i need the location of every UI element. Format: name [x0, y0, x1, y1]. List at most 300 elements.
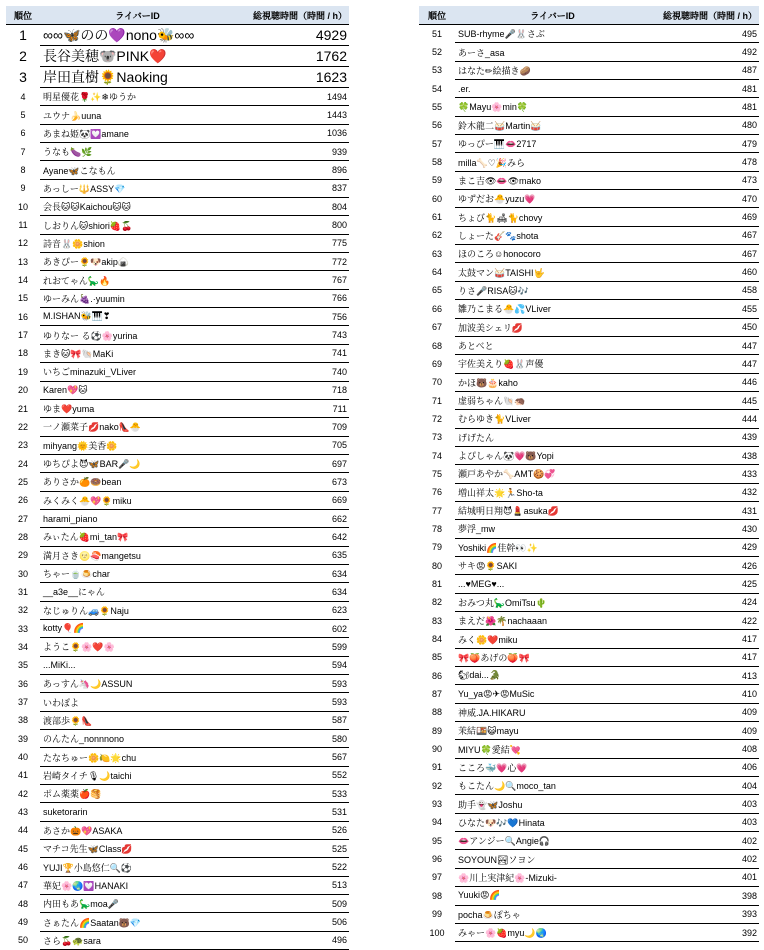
liver-id-cell: 増山祥太🌟🏃Sho-ta — [455, 483, 647, 501]
total-hours-cell: 467 — [647, 226, 759, 244]
rank-cell: 19 — [17, 366, 28, 377]
liver-id-cell: pocha🍮ぽちゃ — [455, 905, 647, 923]
total-hours-cell: 413 — [647, 667, 759, 685]
total-hours-cell: 402 — [647, 850, 759, 868]
liver-id-cell: みくみく🐣💖🌻miku — [40, 491, 232, 509]
table-row — [6, 436, 349, 454]
rank-cell: 32 — [17, 605, 28, 616]
ranking-table-right — [419, 6, 759, 942]
rank-cell: 24 — [17, 458, 28, 469]
liver-id-cell: たなちゅー🌼🍋🌟chu — [40, 748, 232, 766]
total-hours-cell: 401 — [647, 868, 759, 886]
total-hours-cell: 426 — [647, 556, 759, 574]
liver-id-cell: 華妃🌸🌏💟HANAKI — [40, 876, 232, 894]
rank-cell: 81 — [431, 578, 442, 589]
table-row — [419, 171, 759, 189]
table-row — [6, 803, 349, 821]
total-hours-cell: 1494 — [232, 88, 349, 106]
rank-cell: 60 — [431, 193, 442, 204]
total-hours-header: 総視聴時間（時間 / h） — [232, 6, 349, 25]
liver-id-cell: げげたん — [455, 428, 647, 446]
total-hours-cell: 587 — [232, 711, 349, 729]
ranking-body-left — [6, 25, 349, 950]
total-hours-cell: 487 — [647, 61, 759, 79]
rank-cell: 13 — [17, 256, 28, 267]
total-hours-cell: 740 — [232, 363, 349, 381]
rank-cell: 25 — [17, 476, 28, 487]
rank-cell: 18 — [17, 348, 28, 359]
table-row — [419, 685, 759, 703]
rank-cell: 61 — [431, 212, 442, 223]
liver-id-cell: かほ🐻🎂kaho — [455, 373, 647, 391]
rank-cell: 86 — [431, 670, 442, 681]
total-hours-cell: 455 — [647, 300, 759, 318]
liver-id-cell: しおりん🐱shiori🍓🍒 — [40, 216, 232, 234]
table-row — [419, 465, 759, 483]
liver-id-cell: れおてゃん🦕🔥 — [40, 271, 232, 289]
rank-cell: 27 — [17, 513, 28, 524]
rank-cell: 72 — [431, 413, 442, 424]
liver-id-header: ライバーID — [455, 6, 647, 25]
liver-id-cell: Yuuki😡🌈 — [455, 887, 647, 905]
total-hours-cell: 594 — [232, 656, 349, 674]
rank-cell: 38 — [17, 715, 28, 726]
total-hours-cell: 593 — [232, 693, 349, 711]
rank-cell: 9 — [20, 183, 26, 194]
liver-id-cell: あきぴー🌻🐶akip🍙 — [40, 253, 232, 271]
total-hours-cell: 403 — [647, 813, 759, 831]
table-row — [419, 905, 759, 923]
rank-cell: 41 — [17, 770, 28, 781]
liver-id-cell: はなた✏絵描き🥔 — [455, 61, 647, 79]
rank-cell: 83 — [431, 615, 442, 626]
rank-cell: 33 — [17, 623, 28, 634]
liver-id-cell: 瀬戸あやか🦴AMT🍪💞 — [455, 465, 647, 483]
table-row — [419, 428, 759, 446]
total-hours-cell: 1443 — [232, 106, 349, 124]
total-hours-cell: 404 — [647, 777, 759, 795]
total-hours-cell: 635 — [232, 546, 349, 564]
total-hours-cell: 439 — [647, 428, 759, 446]
total-hours-cell: 634 — [232, 564, 349, 582]
table-row — [419, 135, 759, 153]
table-row — [419, 887, 759, 905]
total-hours-cell: 1036 — [232, 124, 349, 142]
rank-cell: 76 — [431, 487, 442, 498]
rank-cell: 15 — [17, 293, 28, 304]
rank-cell: 56 — [431, 120, 442, 131]
table-row — [419, 336, 759, 354]
liver-id-cell: 🍀Mayu🌸min🍀 — [455, 98, 647, 116]
table-row — [419, 538, 759, 556]
liver-id-cell: 太鼓マン🥁TAISHI🤟 — [455, 263, 647, 281]
total-hours-cell: 705 — [232, 436, 349, 454]
total-hours-cell: 642 — [232, 528, 349, 546]
liver-id-cell: kotty🎈🌈 — [40, 619, 232, 637]
rank-cell: 98 — [431, 890, 442, 901]
table-row — [6, 766, 349, 784]
rank-cell: 67 — [431, 322, 442, 333]
liver-id-cell: あまね姫🐼💟amane — [40, 124, 232, 142]
rank-cell: 34 — [17, 641, 28, 652]
total-hours-cell: 837 — [232, 179, 349, 197]
total-hours-cell: 460 — [647, 263, 759, 281]
table-row — [419, 703, 759, 721]
rank-cell: 66 — [431, 303, 442, 314]
rank-cell: 20 — [17, 385, 28, 396]
rank-cell: 39 — [17, 733, 28, 744]
liver-id-cell: 神威.JA.HIKARU — [455, 703, 647, 721]
table-header-row — [6, 6, 349, 25]
rank-cell: 11 — [18, 220, 28, 231]
total-hours-cell: 433 — [647, 465, 759, 483]
liver-id-cell: ちゃー🍵🍮char — [40, 564, 232, 582]
total-hours-cell: 800 — [232, 216, 349, 234]
liver-id-cell: ∞∞🦋のの💜nono🐝∞∞ — [40, 25, 232, 46]
rank-cell: 46 — [17, 862, 28, 873]
total-hours-cell: 743 — [232, 326, 349, 344]
liver-id-cell: 詩音🐰🌼shion — [40, 234, 232, 252]
liver-id-cell: 🌸川上実津紀🌸-Mizuki- — [455, 868, 647, 886]
rank-cell: 68 — [431, 340, 442, 351]
liver-id-cell: うなも🍆🌿 — [40, 143, 232, 161]
table-row — [419, 612, 759, 630]
total-hours-cell: 492 — [647, 43, 759, 61]
table-row — [419, 281, 759, 299]
liver-id-cell: さぁたん🌈Saatan🐻💎 — [40, 913, 232, 931]
table-row — [6, 88, 349, 106]
liver-id-cell: いちごminazuki_VLiver — [40, 363, 232, 381]
liver-id-cell: ゆーみん🍇.·yuumin — [40, 289, 232, 307]
total-hours-cell: 402 — [647, 832, 759, 850]
liver-id-cell: MIYU🍀愛結💘 — [455, 740, 647, 758]
total-hours-cell: 438 — [647, 446, 759, 464]
table-row — [6, 326, 349, 344]
liver-id-cell: .er. — [455, 80, 647, 98]
liver-id-cell: ユウナ🍌uuna — [40, 106, 232, 124]
rank-cell: 37 — [17, 697, 28, 708]
table-row — [419, 43, 759, 61]
liver-id-cell: みゃー🌸🍓myu🌙🌏 — [455, 923, 647, 941]
liver-id-cell: 宇佐美えり🍓🐰声優 — [455, 355, 647, 373]
rank-cell: 10 — [17, 201, 28, 212]
rank-header: 順位 — [6, 6, 40, 25]
total-hours-cell: 430 — [647, 520, 759, 538]
rank-cell: 50 — [17, 935, 28, 946]
table-row — [6, 234, 349, 252]
total-hours-cell: 939 — [232, 143, 349, 161]
table-row — [419, 813, 759, 831]
rank-cell: 91 — [431, 762, 442, 773]
rank-cell: 23 — [17, 440, 28, 451]
rank-cell: 75 — [431, 468, 442, 479]
liver-id-cell: SOYOUN🏞ソヨン — [455, 850, 647, 868]
liver-id-cell: マチコ先生🦋Class💋 — [40, 840, 232, 858]
rank-cell: 65 — [431, 285, 442, 296]
rank-cell: 94 — [431, 817, 442, 828]
total-hours-cell: 673 — [232, 473, 349, 491]
liver-id-cell: まき🐱🎀🐚MaKi — [40, 344, 232, 362]
table-row — [6, 546, 349, 564]
table-row — [419, 575, 759, 593]
table-row — [6, 876, 349, 894]
table-row — [419, 263, 759, 281]
table-row — [6, 895, 349, 913]
table-row — [419, 116, 759, 134]
liver-id-cell: 岩崎タイチ🎙🌙taichi — [40, 766, 232, 784]
liver-id-cell: ようこ🌻🌸❤️🌸 — [40, 638, 232, 656]
table-row — [6, 67, 349, 88]
liver-id-cell: 会長🐱🐱Kaichou🐱🐱 — [40, 198, 232, 216]
total-hours-cell: 567 — [232, 748, 349, 766]
total-hours-cell: 772 — [232, 253, 349, 271]
table-row — [419, 923, 759, 941]
table-row — [419, 391, 759, 409]
rank-cell: 90 — [431, 744, 442, 755]
table-row — [6, 931, 349, 949]
rank-cell: 77 — [431, 505, 442, 516]
table-row — [6, 711, 349, 729]
rank-cell: 48 — [17, 898, 28, 909]
total-hours-cell: 478 — [647, 153, 759, 171]
total-hours-cell: 458 — [647, 281, 759, 299]
rank-cell: 7 — [20, 146, 26, 157]
table-row — [419, 355, 759, 373]
table-row — [419, 556, 759, 574]
total-hours-cell: 398 — [647, 887, 759, 905]
total-hours-cell: 4929 — [232, 25, 349, 46]
rank-cell: 85 — [431, 652, 442, 663]
rank-cell: 71 — [431, 395, 442, 406]
liver-id-header: ライバーID — [40, 6, 232, 25]
table-row — [6, 821, 349, 839]
liver-id-cell: こころ🐳💗心💗 — [455, 758, 647, 776]
total-hours-cell: 711 — [232, 399, 349, 417]
liver-id-cell: ゆっぴー🎹👄2717 — [455, 135, 647, 153]
table-row — [6, 601, 349, 619]
table-row — [6, 198, 349, 216]
rank-cell: 79 — [431, 542, 442, 553]
total-hours-cell: 1762 — [232, 46, 349, 67]
rank-cell: 58 — [431, 157, 442, 168]
table-row — [6, 748, 349, 766]
total-hours-cell: 424 — [647, 593, 759, 611]
total-hours-cell: 480 — [647, 116, 759, 134]
table-row — [6, 46, 349, 67]
total-hours-cell: 509 — [232, 895, 349, 913]
total-hours-cell: 446 — [647, 373, 759, 391]
total-hours-cell: 634 — [232, 583, 349, 601]
rank-header: 順位 — [419, 6, 455, 25]
total-hours-cell: 447 — [647, 355, 759, 373]
liver-id-cell: 👄アンジー🔍Angie🎧 — [455, 832, 647, 850]
table-row — [6, 675, 349, 693]
table-row — [419, 868, 759, 886]
ranking-body-right — [419, 25, 759, 942]
rank-cell: 42 — [17, 788, 28, 799]
rank-cell: 63 — [431, 248, 442, 259]
liver-id-cell: おみつ丸🦕OmiTsu🌵 — [455, 593, 647, 611]
total-hours-cell: 602 — [232, 619, 349, 637]
rank-cell: 17 — [17, 330, 28, 341]
rank-cell: 70 — [431, 377, 442, 388]
table-row — [6, 344, 349, 362]
liver-id-cell: あーさ_asa — [455, 43, 647, 61]
total-hours-cell: 669 — [232, 491, 349, 509]
rank-cell: 29 — [17, 550, 28, 561]
liver-id-cell: のんたん_nonnnono — [40, 730, 232, 748]
rank-cell: 78 — [431, 523, 442, 534]
table-row — [6, 491, 349, 509]
liver-id-cell: YUJI🏆小島悠仁🔍⚽ — [40, 858, 232, 876]
table-row — [419, 208, 759, 226]
rank-cell: 3 — [19, 69, 27, 85]
rank-cell: 44 — [17, 825, 28, 836]
rank-cell: 59 — [431, 175, 442, 186]
table-row — [419, 520, 759, 538]
total-hours-cell: 525 — [232, 840, 349, 858]
liver-id-cell: 🐿dai...🐊 — [455, 667, 647, 685]
liver-id-cell: まえだ🌺🌴nachaaan — [455, 612, 647, 630]
rank-cell: 62 — [431, 230, 442, 241]
table-row — [419, 832, 759, 850]
rank-cell: 54 — [431, 83, 442, 94]
rank-cell: 51 — [431, 28, 442, 39]
total-hours-cell: 422 — [647, 612, 759, 630]
total-hours-cell: 599 — [232, 638, 349, 656]
rank-cell: 35 — [17, 660, 28, 671]
rank-cell: 99 — [431, 909, 442, 920]
table-row — [6, 418, 349, 436]
liver-id-cell: ありさか🍊🍩bean — [40, 473, 232, 491]
table-row — [6, 106, 349, 124]
rank-cell: 93 — [431, 799, 442, 810]
rank-cell: 31 — [17, 586, 28, 597]
rank-cell: 84 — [431, 634, 442, 645]
table-row — [6, 381, 349, 399]
total-hours-cell: 425 — [647, 575, 759, 593]
rank-cell: 16 — [17, 311, 28, 322]
table-row — [6, 124, 349, 142]
total-hours-cell: 479 — [647, 135, 759, 153]
rank-cell: 87 — [431, 689, 442, 700]
table-row — [6, 271, 349, 289]
total-hours-cell: 481 — [647, 80, 759, 98]
liver-id-cell: Karen💖🐱 — [40, 381, 232, 399]
liver-id-cell: ゆずだお🐣yuzu💗 — [455, 190, 647, 208]
rank-cell: 95 — [431, 835, 442, 846]
rank-cell: 22 — [17, 421, 28, 432]
total-hours-cell: 506 — [232, 913, 349, 931]
total-hours-cell: 533 — [232, 785, 349, 803]
liver-id-cell: 虚弱ちゃん🐚🦔 — [455, 391, 647, 409]
liver-id-cell: 夢浮_mw — [455, 520, 647, 538]
total-hours-cell: 662 — [232, 509, 349, 527]
total-hours-cell: 429 — [647, 538, 759, 556]
table-row — [419, 501, 759, 519]
total-hours-cell: 408 — [647, 740, 759, 758]
liver-id-cell: ゆりなー る⚽🌸yurina — [40, 326, 232, 344]
table-row — [6, 564, 349, 582]
liver-id-cell: あっすん🦄🌙ASSUN — [40, 675, 232, 693]
total-hours-cell: 432 — [647, 483, 759, 501]
table-row — [6, 730, 349, 748]
table-row — [6, 638, 349, 656]
rank-cell: 4 — [20, 91, 26, 102]
rank-cell: 88 — [431, 707, 442, 718]
rank-cell: 30 — [17, 568, 28, 579]
liver-id-cell: ポム薬薬🍎🥞 — [40, 785, 232, 803]
rank-cell: 53 — [431, 65, 442, 76]
liver-id-cell: mihyang🌞美香🌼 — [40, 436, 232, 454]
table-row — [419, 25, 759, 43]
liver-id-cell: むらゆき🐈VLiver — [455, 410, 647, 428]
liver-id-cell: いわぽよ — [40, 693, 232, 711]
table-row — [6, 308, 349, 326]
table-row — [419, 80, 759, 98]
table-row — [6, 25, 349, 46]
table-row — [419, 190, 759, 208]
table-row — [6, 363, 349, 381]
rank-cell: 45 — [17, 843, 28, 854]
table-header-row — [419, 6, 759, 25]
total-hours-cell: 580 — [232, 730, 349, 748]
table-row — [419, 630, 759, 648]
rank-cell: 82 — [431, 597, 442, 608]
rank-cell: 21 — [17, 403, 28, 414]
table-row — [6, 583, 349, 601]
total-hours-cell: 445 — [647, 391, 759, 409]
table-row — [6, 528, 349, 546]
table-row — [419, 483, 759, 501]
total-hours-cell: 496 — [232, 931, 349, 949]
table-row — [419, 98, 759, 116]
total-hours-cell: 741 — [232, 344, 349, 362]
table-row — [6, 253, 349, 271]
rank-cell: 6 — [20, 128, 26, 139]
liver-id-cell: あっしー🔱ASSY💎 — [40, 179, 232, 197]
table-row — [419, 777, 759, 795]
liver-id-cell: Yoshiki🌈佳幹👀✨ — [455, 538, 647, 556]
rank-cell: 96 — [431, 854, 442, 865]
ranking-table-left — [6, 6, 349, 950]
rank-cell: 26 — [17, 495, 28, 506]
liver-id-cell: みく🌼❤️miku — [455, 630, 647, 648]
rank-cell: 5 — [20, 110, 26, 121]
liver-id-cell: ...MiKi... — [40, 656, 232, 674]
total-hours-cell: 450 — [647, 318, 759, 336]
rank-cell: 1 — [19, 27, 27, 44]
total-hours-cell: 804 — [232, 198, 349, 216]
liver-id-cell: ...♥MEG♥... — [455, 575, 647, 593]
table-row — [6, 509, 349, 527]
table-row — [419, 318, 759, 336]
liver-id-cell: 結城明日翔😈💄asuka💋 — [455, 501, 647, 519]
total-hours-cell: 417 — [647, 630, 759, 648]
rank-cell: 36 — [17, 678, 28, 689]
total-hours-cell: 406 — [647, 758, 759, 776]
rank-cell: 2 — [19, 48, 27, 64]
liver-id-cell: harami_piano — [40, 509, 232, 527]
table-row — [6, 858, 349, 876]
total-hours-cell: 444 — [647, 410, 759, 428]
total-hours-cell: 767 — [232, 271, 349, 289]
liver-id-cell: SUB-rhyme🎤🐰さぶ — [455, 25, 647, 43]
total-hours-cell: 473 — [647, 171, 759, 189]
liver-id-cell: M.ISHAN🐝🎹❣ — [40, 308, 232, 326]
total-hours-cell: 447 — [647, 336, 759, 354]
total-hours-cell: 409 — [647, 722, 759, 740]
